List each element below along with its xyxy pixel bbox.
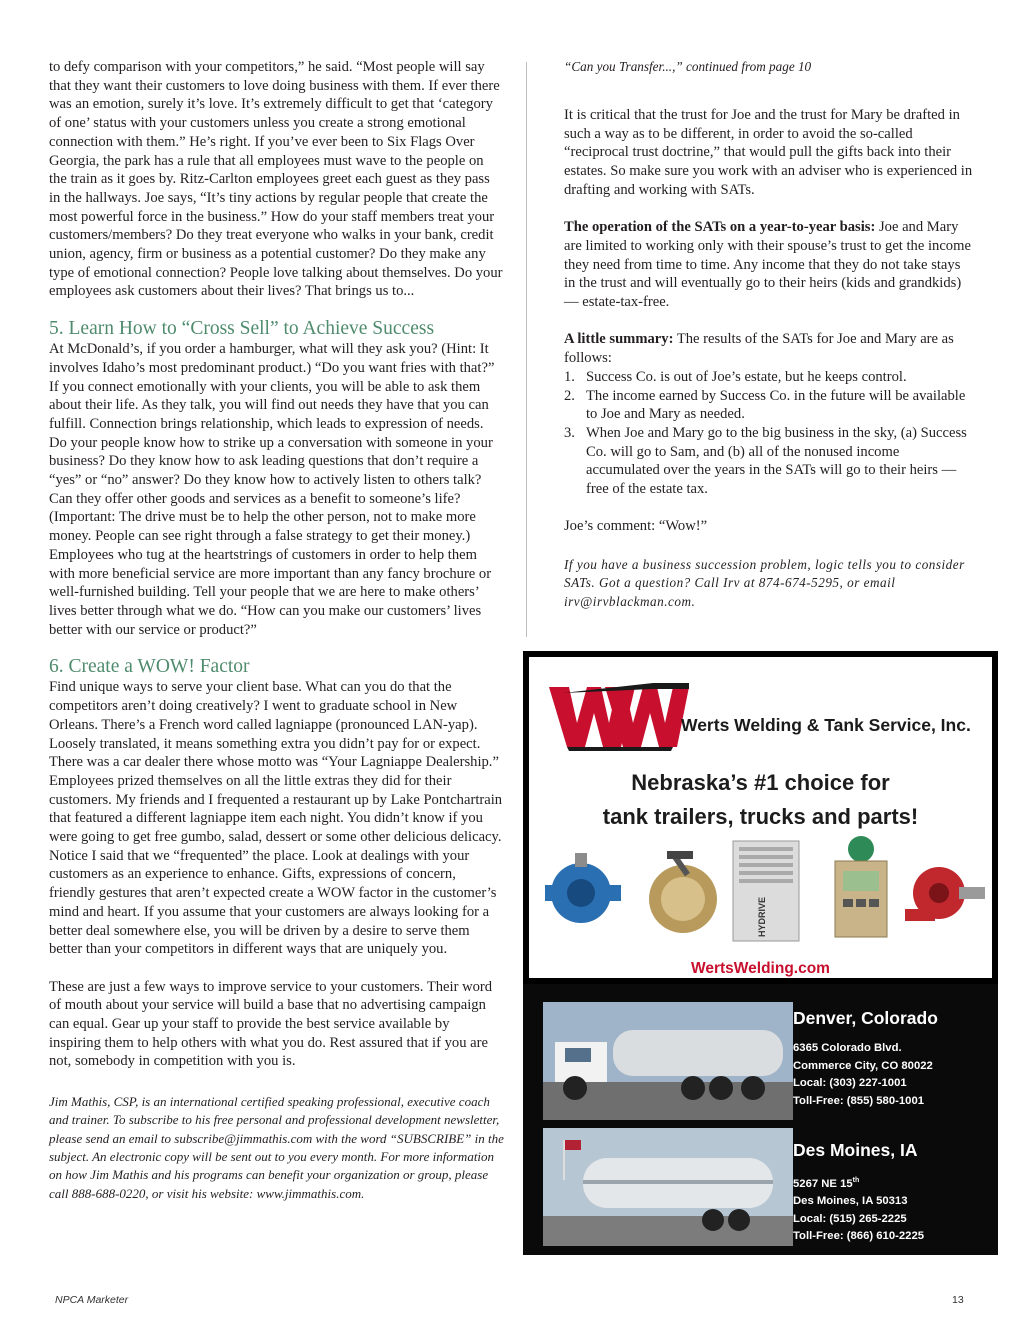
page-number: 13 [952,1294,964,1306]
desmoines-local-phone: Local: (515) 265-2225 [793,1212,907,1225]
section-5-heading: 5. Learn How to “Cross Sell” to Achieve Success [49,318,435,340]
summary-paragraph [564,330,974,367]
desmoines-city: Des Moines, IA [793,1140,918,1160]
section-5-body: At McDonald’s, if you order a hamburger, what will they ask you? (Hint: It involves Idaho’s most predominant product.) “Do you want fries with that?” If you connect emotionally with your clients, you will be able to ask them about their life. As they talk, you will find out needs they have that you can fulfill. Connection brings relationship, which leads to expression of needs. Do your people know how to strike up a conversation with someone in your business? Do they know how to ask leading questions that don’t require a “yes” or “no” answer? Do they know how to actively listen to others talk? Can they offer other goods and services as a benefit to someone’s life? (Important: The drive must be to help the other person, not to make more money. People can see right through a false strategy to get their money.) Employees who tug at the heartstrings of customers in order to help them with more beneficial service are more important than any fancy brochure or well-furnished building. Tell your people that we are here to make others’ lives better through what we do. “How can you make our customers’ lives better with our service or product?” [49,341,495,638]
summary-body: The results of the SATs for Joe and Mary are as follows: [564,331,954,367]
denver-location [793,1006,938,1110]
denver-citystate: Commerce City, CO 80022 [793,1059,933,1072]
closing-paragraph: These are just a few ways to improve service to your customers. Their word of mouth about your service will build a base that no advertising campaign can equal. Gear up your staff to provide the best service available by inspiring them to help others with what you do. Rest assured that if you are not, somebody in competition with you is. [49,978,493,1070]
tank-truck-photo [543,1002,793,1120]
author-note: If you have a business succession problem, logic tells you to consider SATs. Got a question? Call Irv at 874-674-5295, or email irv@irvblackman.com. [564,557,965,609]
denver-tollfree-phone: Toll-Free: (855) 580-1001 [793,1094,925,1107]
intro-paragraph: to defy comparison with your competitors,” he said. “Most people will say that they want their customers to love doing business with them. If ever there was an emotion, surely it’s love. It’s extremely difficult to get that ‘category of one’ status with your customers unless you create a strong emotional connection with them.” He’s right. If you’ve ever been to Six Flags Over Georgia, the park has a rule that all employees must wave to the people on the train as it goes by. Ritz-Carlton employees greet each guest as they pass in the hallways. Joe says, “It’s tiny actions by regular people that create the most powerful force in the business.” How do your staff members treat your customers/members? Do they treat everyone who walks in your bank, credit union, agency, firm or business as a potential customer? Do they make any type of emotional connection? People love talking about themselves. Do your employees ask customers about their lives? That brings us to... [49,59,503,300]
company-name: Werts Welding & Tank Service, Inc. [681,715,971,735]
gear-pump-icon [899,853,989,933]
denver-address: 6365 Colorado Blvd. [793,1042,902,1054]
list-item: 3. When Joe and Mary go to the big business in the sky, (a) Success Co. will go to Sam, and (b) all of the nonused income accumulated over the years in the SATs will go to their heirs — free of the estate tax. [564,424,967,498]
tagline-line-1: Nebraska’s #1 choice for [631,770,890,795]
section-6-body: Find unique ways to serve your client base. What can you do that the competitors aren’t doing creatively? I went to graduate school in New Orleans. There’s a French word called lagniappe (pronounced LAN-yap). Loosely translated, it means something extra you didn’t pay for or expect. There was a car dealer there whose motto was “Your Lagniappe Dealership.” Employees prized themselves on all the little extras they did for their customers. My friends and I frequented a restaurant up by Lake Pontchartrain that featured a different lagniappe item each night. You didn’t know if you were going to get free gumbo, salad, dessert or some other delicious delicacy. Notice I said that we “frequented” the place. Look at dealings with your customers as an experience to enhance. Gifts, expressions of concern, friendly gestures that aren’t expected create a WOW factor in the customer’s mind and heart. If you assume that your customers are always looking for a better deal somewhere else, you will be driven by a desire to serve them better than your competitors in different ways that are uniquely you. [49,679,503,958]
summary-lead: A little summary: [564,331,674,348]
operation-paragraph [564,218,974,312]
svg-text:HYDRIVE: HYDRIVE [757,896,767,938]
tank-trailer-photo [543,1128,793,1246]
list-item: 1. Success Co. is out of Joe’s estate, but he keeps control. [564,368,907,385]
werts-welding-ad [523,651,998,1255]
pump-icon [541,847,623,937]
column-divider [526,62,527,637]
author-bio: Jim Mathis, CSP, is an international certified speaking professional, executive coach and trainer. To subscribe to his free personal and professional development newsletter, please send an email to subscribe@jimmathis.com with the word “SUBSCRIBE” in the subject. An electronic copy will be sent out to you every month. For more information on how Jim Mathis and his programs can benefit your organization or group, please call 888-688-0220, or visit his website: www.jimmathis.com. [49,1094,504,1201]
desmoines-tollfree-phone: Toll-Free: (866) 610-2225 [793,1230,925,1243]
denver-city: Denver, Colorado [793,1008,938,1028]
valve-icon [637,847,729,939]
publication-name: NPCA Marketer [55,1294,129,1306]
summary-list [564,368,974,499]
website-link[interactable]: WertsWelding.com [691,960,830,977]
operation-body: Joe and Mary are limited to working only with their spouse’s trust to get the income they need from time to time. Any income that they do not take stays in the trust and will eventually go to their heirs (kids and grandkids) — estate-tax-free. [564,219,971,311]
ad-top-panel [529,657,992,978]
continued-from-note: “Can you Transfer...,” continued from page 10 [564,59,812,74]
right-column [564,58,974,611]
trust-paragraph: It is critical that the trust for Joe and the trust for Mary be drafted in such a way as to be different, in order to avoid the so-called “reciprocal trust doctrine,” that would pull the gifts back into their estates. So make sure you work with an adviser who is experienced in drafting and working with SATs. [564,107,973,198]
left-column [49,58,504,1203]
desmoines-citystate: Des Moines, IA 50313 [793,1195,908,1208]
tagline-line-2: tank trailers, trucks and parts! [602,804,919,829]
denver-local-phone: Local: (303) 227-1001 [793,1077,907,1089]
meter-icon [829,833,893,943]
ad-bottom-panel [523,984,998,1255]
desmoines-location [793,1138,924,1246]
section-6-heading: 6. Create a WOW! Factor [49,656,250,678]
hydrive-unit-icon [729,837,803,947]
desmoines-address: 5267 NE 15th [793,1177,860,1190]
joe-comment: Joe’s comment: “Wow!” [564,518,708,535]
ww-logo [543,675,693,755]
operation-lead: The operation of the SATs on a year-to-year basis: [564,219,876,236]
list-item: 2. The income earned by Success Co. in the future will be available to Joe and Mary as needed. [564,387,966,423]
